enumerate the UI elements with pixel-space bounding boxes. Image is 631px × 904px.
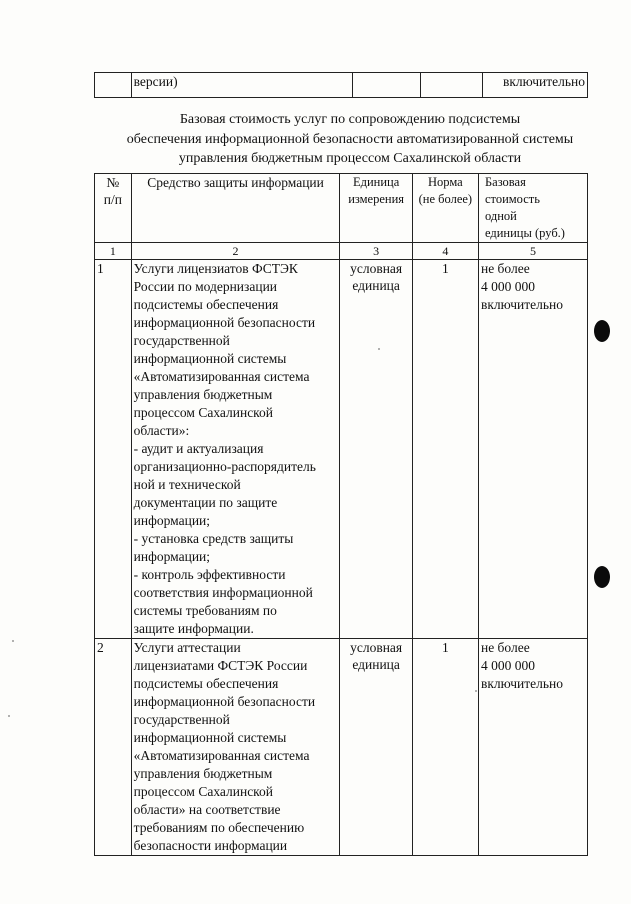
- table-row: [95, 260, 588, 639]
- header-num: № п/п: [95, 174, 132, 243]
- column-number: 4: [412, 243, 478, 260]
- scan-speck: [8, 715, 10, 717]
- cost-table: [94, 173, 588, 856]
- punch-hole-mark: [594, 566, 610, 588]
- row-num: 2: [95, 639, 132, 856]
- row-unit: условная единица: [340, 639, 412, 856]
- scan-speck: [12, 640, 14, 642]
- title-line-1: Базовая стоимость услуг по сопровождению подсистемы: [179, 112, 521, 127]
- scan-speck: [475, 690, 477, 692]
- top-cell-3: [353, 73, 421, 98]
- row-price: не более 4 000 000 включительно: [478, 639, 587, 856]
- title-line-2: обеспечения информационной безопасности автоматизированной системы: [126, 131, 574, 147]
- top-cell-5: включительно: [483, 73, 588, 98]
- header-norm: Норма (не более): [412, 174, 478, 243]
- row-norm: 1: [412, 639, 478, 856]
- column-number: 2: [131, 243, 340, 260]
- table-row: [95, 639, 588, 856]
- column-number: 3: [340, 243, 412, 260]
- punch-hole-mark: [594, 320, 610, 342]
- row-service-name: Услуги лицензиатов ФСТЭК России по модернизации подсистемы обеспечения информационной безопасности государственной информационной системы «Автоматизированная система управления бюджетным процессом Сахалинской области»: - аудит и актуализация организационно-распорядитель ной и технической документации по защите информации; - установка средств защиты информации; - контроль эффективности соответствия информационной системы требованиям по защите информации.: [131, 260, 340, 639]
- table-header-row: [95, 174, 588, 243]
- header-price: Базовая стоимость одной единицы (руб.): [478, 174, 587, 243]
- continued-table-row: [94, 72, 588, 98]
- scan-speck: [378, 348, 380, 350]
- column-number: 1: [95, 243, 132, 260]
- top-cell-1: [95, 73, 132, 98]
- row-unit: условная единица: [340, 260, 412, 639]
- row-norm: 1: [412, 260, 478, 639]
- top-cell-4: [421, 73, 483, 98]
- header-name: Средство защиты информации: [131, 174, 340, 243]
- column-number-row: [95, 243, 588, 260]
- document-title: [110, 110, 590, 169]
- title-line-3: управления бюджетным процессом Сахалинской области: [178, 151, 522, 166]
- column-number: 5: [478, 243, 587, 260]
- row-service-name: Услуги аттестации лицензиатами ФСТЭК России подсистемы обеспечения информационной безопасности государственной информационной системы «Автоматизированная система управления бюджетным процессом Сахалинской области» на соответствие требованиям по обеспечению безопасности информации: [131, 639, 340, 856]
- row-price: не более 4 000 000 включительно: [478, 260, 587, 639]
- top-cell-2: версии): [131, 73, 353, 98]
- header-unit: Единица измерения: [340, 174, 412, 243]
- row-num: 1: [95, 260, 132, 639]
